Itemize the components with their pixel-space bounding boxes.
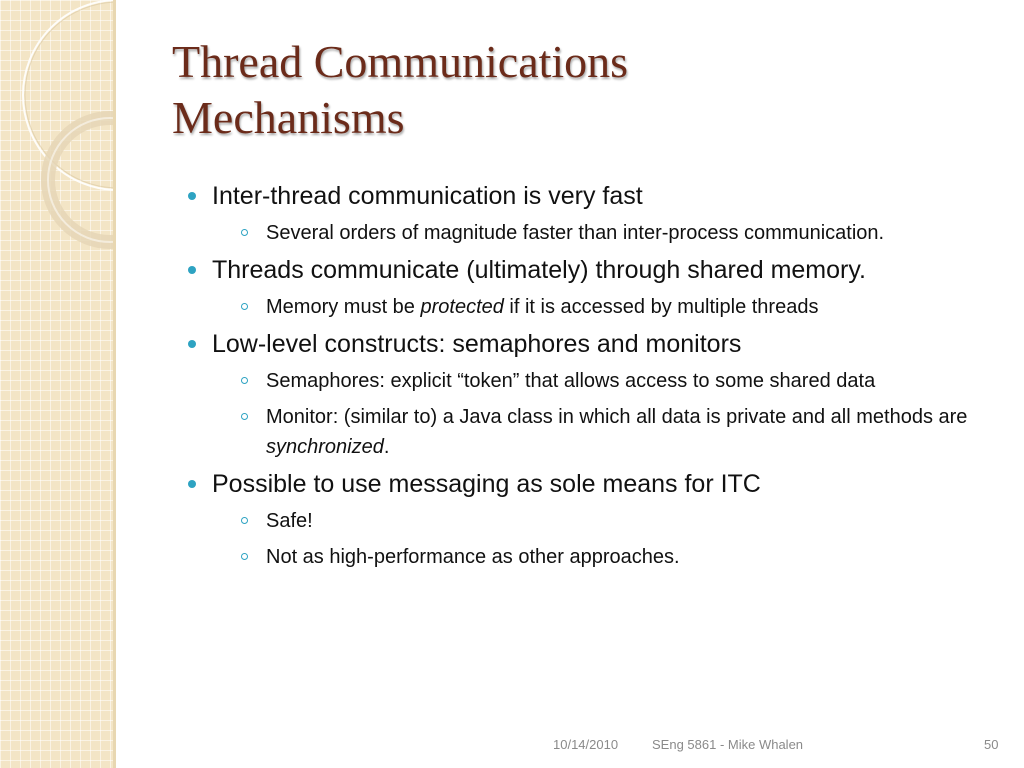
sub-bullet-list	[212, 506, 1008, 572]
sub-bullet-emphasis: protected	[420, 296, 504, 318]
bullet-list	[188, 180, 1008, 572]
bullet-text: Possible to use messaging as sole means for ITC	[212, 470, 761, 498]
sub-bullet-circle-icon	[241, 517, 248, 524]
decorative-sidebar	[0, 0, 113, 768]
sub-bullet-text: Several orders of magnitude faster than inter-process communication.	[266, 222, 885, 244]
title-line-1: Thread Communications	[172, 36, 629, 87]
bullet-dot-icon	[188, 340, 196, 348]
sub-bullet-list	[212, 218, 1008, 248]
sub-bullet-circle-icon	[241, 377, 248, 384]
bullet-item	[188, 468, 1008, 572]
sub-bullet-circle-icon	[241, 303, 248, 310]
slide-content	[188, 180, 1008, 578]
sidebar-edge	[113, 0, 116, 768]
sub-bullet-item	[212, 292, 1008, 322]
bullet-dot-icon	[188, 480, 196, 488]
sub-bullet-item	[212, 366, 1008, 396]
sub-bullet-circle-icon	[241, 553, 248, 560]
sub-bullet-circle-icon	[241, 413, 248, 420]
sub-bullet-emphasis: synchronized	[266, 436, 384, 458]
bullet-item	[188, 328, 1008, 462]
bullet-text: Threads communicate (ultimately) through shared memory.	[212, 256, 866, 284]
bullet-item	[188, 180, 1008, 248]
sub-bullet-item	[212, 506, 1008, 536]
footer-course: SEng 5861 - Mike Whalen	[652, 737, 804, 752]
bullet-text: Low-level constructs: semaphores and monitors	[212, 330, 742, 358]
sub-bullet-text: Safe!	[266, 510, 313, 532]
footer-date: 10/14/2010	[553, 737, 619, 752]
bullet-text: Inter-thread communication is very fast	[212, 182, 643, 210]
sub-bullet-item	[212, 218, 1008, 248]
sub-bullet-text-before: Memory must be	[266, 296, 421, 318]
footer-page-number: 50	[984, 737, 999, 752]
slide-title	[172, 34, 992, 146]
sub-bullet-item	[212, 402, 1008, 462]
sub-bullet-text-before: Monitor: (similar to) a Java class in which all data is private and all methods are	[266, 406, 968, 428]
sub-bullet-list	[212, 366, 1008, 462]
bullet-dot-icon	[188, 266, 196, 274]
bullet-dot-icon	[188, 192, 196, 200]
sub-bullet-circle-icon	[241, 229, 248, 236]
sub-bullet-text-after: if it is accessed by multiple threads	[503, 296, 819, 318]
sub-bullet-text-after: .	[383, 436, 390, 458]
title-line-2: Mechanisms	[172, 92, 405, 143]
sub-bullet-item	[212, 542, 1008, 572]
sub-bullet-text: Semaphores: explicit “token” that allows access to some shared data	[266, 370, 876, 392]
sub-bullet-text: Not as high-performance as other approaches.	[266, 546, 680, 568]
bullet-item	[188, 254, 1008, 322]
sub-bullet-list	[212, 292, 1008, 322]
decorative-circles	[0, 0, 113, 768]
